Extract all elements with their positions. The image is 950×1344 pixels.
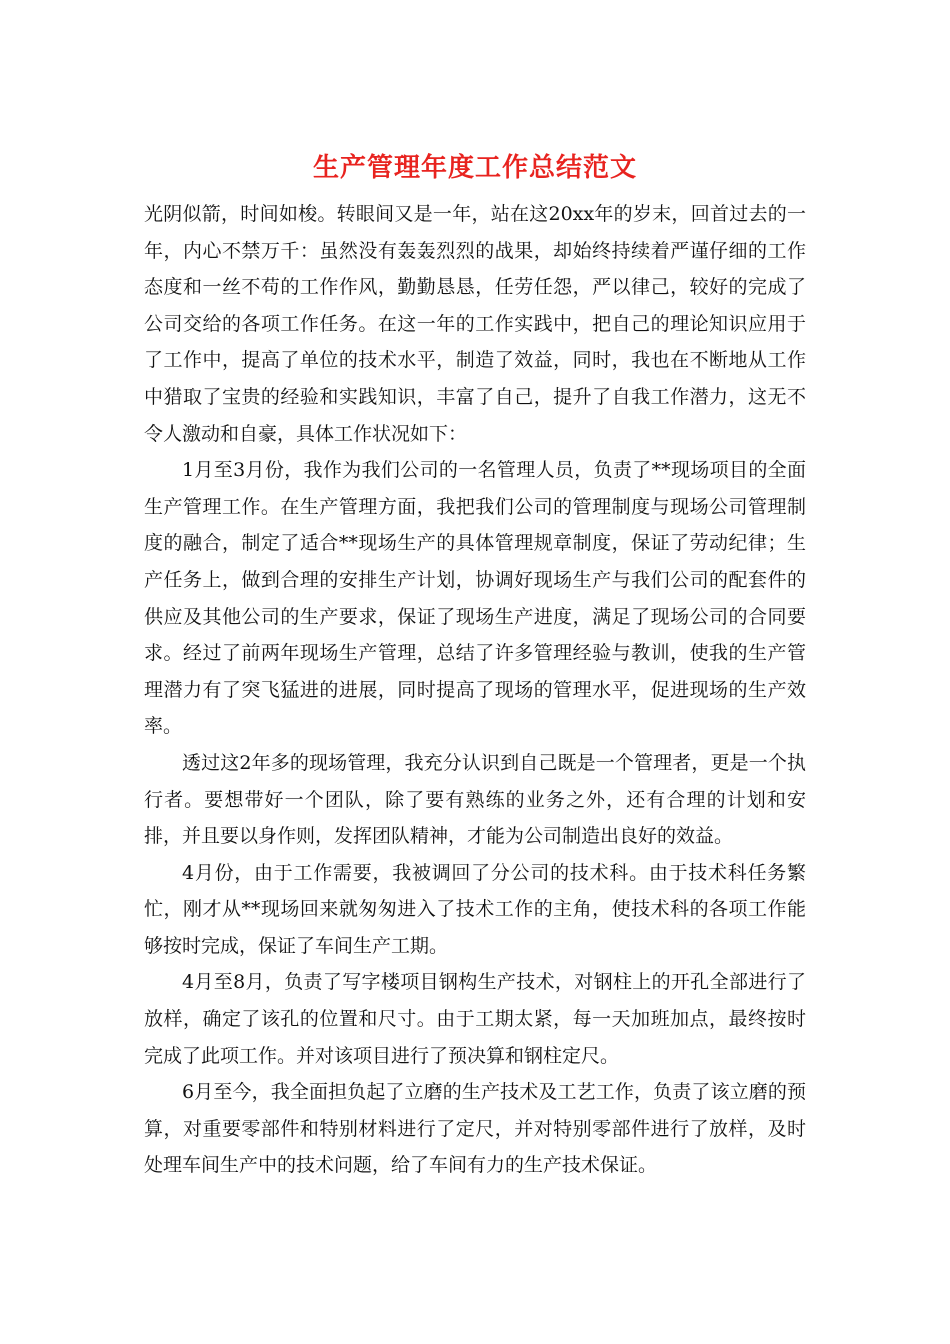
document-title: 生产管理年度工作总结范文	[312, 153, 637, 183]
paragraph-reflection: 透过这2年多的现场管理，我充分认识到自己既是一个管理者，更是一个执行者。要想带好一个团队，除了要有熟练的业务之外，还有合理的计划和安排，并且要以身作则，发挥团队精神，才能为公司制造出良好的效益。	[144, 751, 806, 848]
paragraph-apr-aug: 4月至8月，负责了写字楼项目钢构生产技术，对钢柱上的开孔全部进行了放样，确定了该孔的位置和尺寸。由于工期太紧，每一天加班加点，最终按时完成了此项工作。并对该项目进行了预决算和钢柱定尺。	[144, 971, 806, 1067]
paragraph-june-now: 6月至今，我全面担负起了立磨的生产技术及工艺工作，负责了该立磨的预算，对重要零部件和特别材料进行了定尺，并对特别零部件进行了放样，及时处理车间生产中的技术问题，给了车间有力的生产技术保证。	[144, 1081, 806, 1177]
paragraph-jan-mar: 1月至3月份，我作为我们公司的一名管理人员，负责了**现场项目的全面生产管理工作。在生产管理方面，我把我们公司的管理制度与现场公司管理制度的融合，制定了适合**现场生产的具体管理规章制度，保证了劳动纪律；生产任务上，做到合理的安排生产计划，协调好现场生产与我们公司的配套件的供应及其他公司的生产要求，保证了现场生产进度，满足了现场公司的合同要求。经过了前两年现场生产管理，总结了许多管理经验与教训，使我的生产管理潜力有了突飞猛进的进展，同时提高了现场的管理水平，促进现场的生产效率。	[144, 459, 806, 738]
paragraph-intro: 光阴似箭，时间如梭。转眼间又是一年，站在这20xx年的岁末，回首过去的一年，内心不禁万千：虽然没有轰轰烈烈的战果，却始终持续着严谨仔细的工作态度和一丝不苟的工作作风，勤勤恳恳，任劳任怨，严以律己，较好的完成了公司交给的各项工作任务。在这一年的工作实践中，把自己的理论知识应用于了工作中，提高了单位的技术水平，制造了效益，同时，我也在不断地从工作中猎取了宝贵的经验和实践知识，丰富了自己，提升了自我工作潜力，这无不令人激动和自豪，具体工作状况如下：	[144, 203, 806, 445]
document-body	[144, 196, 806, 1184]
paragraph-april: 4月份，由于工作需要，我被调回了分公司的技术科。由于技术科任务繁忙，刚才从**现场回来就匆匆进入了技术工作的主角，使技术科的各项工作能够按时完成，保证了车间生产工期。	[144, 861, 806, 957]
